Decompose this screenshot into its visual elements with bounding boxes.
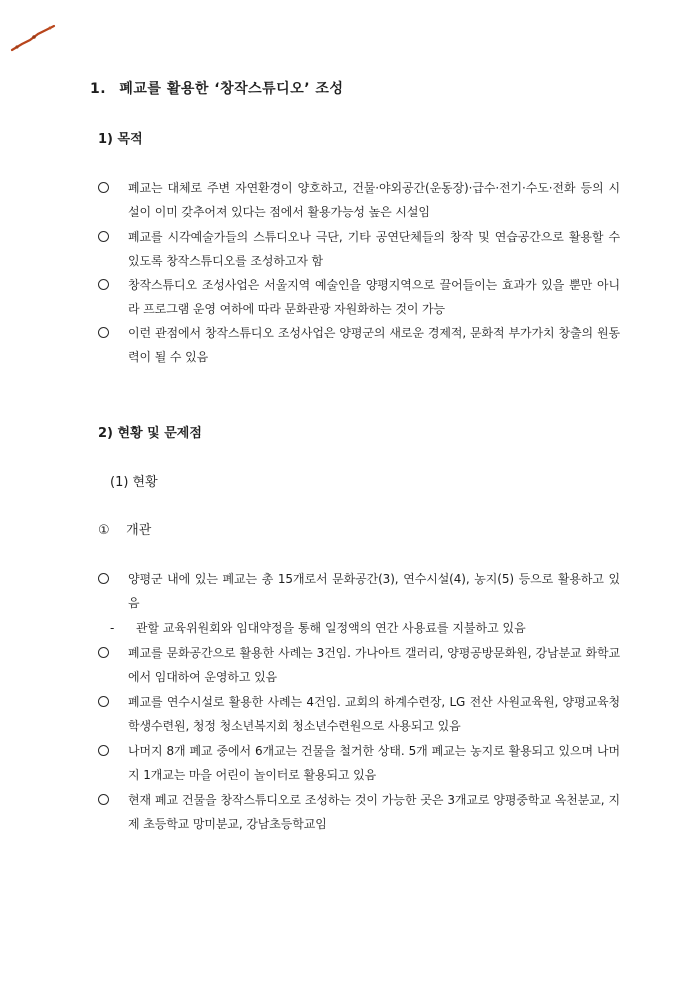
scan-ink-mark bbox=[8, 22, 58, 58]
circle-bullet-icon bbox=[98, 327, 109, 338]
title-text: 폐교를 활용한 ‘창작스튜디오’ 조성 bbox=[119, 81, 344, 97]
circle-bullet-icon bbox=[98, 794, 109, 805]
circle-bullet-icon bbox=[98, 182, 109, 193]
circle-bullet-icon bbox=[98, 231, 109, 242]
circle-bullet-icon bbox=[98, 745, 109, 756]
status-bullet-4: 나머지 8개 폐교 중에서 6개교는 건물을 철거한 상태. 5개 폐교는 농지로 활용되고 있으며 나머지 1개교는 마을 어린이 놀이터로 활용되고 있음 bbox=[98, 739, 620, 787]
dash-note bbox=[110, 616, 620, 640]
circle-bullet-icon bbox=[98, 647, 109, 658]
overview-text: 개관 bbox=[126, 523, 152, 538]
document-title bbox=[90, 78, 343, 98]
purpose-bullet-2: 폐교를 시각예술가들의 스튜디오나 극단, 기타 공연단체들의 창작 및 연습공간으로 활용할 수 있도록 창작스튜디오를 조성하고자 함 bbox=[98, 225, 620, 273]
purpose-heading: 1) 목적 bbox=[98, 132, 143, 147]
status-bullet-1: 양평군 내에 있는 폐교는 총 15개로서 문화공간(3), 연수시설(4), 농지(5) 등으로 활용하고 있음 bbox=[98, 567, 620, 615]
purpose-bullet-3: 창작스튜디오 조성사업은 서울지역 예술인을 양평지역으로 끌어들이는 효과가 있을 뿐만 아니라 프로그램 운영 여하에 따라 문화관광 자원화하는 것이 가능 bbox=[98, 273, 620, 321]
circle-bullet-icon bbox=[98, 279, 109, 290]
circled-number: ① bbox=[98, 523, 110, 538]
status-heading: 2) 현황 및 문제점 bbox=[98, 426, 202, 441]
title-number: 1. bbox=[90, 81, 107, 97]
purpose-bullet-1: 폐교는 대체로 주변 자연환경이 양호하고, 건물·야외공간(운동장)·급수·전기·수도·전화 등의 시설이 이미 갖추어져 있다는 점에서 활용가능성 높은 시설임 bbox=[98, 176, 620, 224]
status-bullet-2: 폐교를 문화공간으로 활용한 사례는 3건임. 가나아트 갤러리, 양평공방문화원, 강남분교 화학교에서 임대하여 운영하고 있음 bbox=[98, 641, 620, 689]
status-subheading: (1) 현황 bbox=[110, 475, 158, 490]
circle-bullet-icon bbox=[98, 573, 109, 584]
circle-bullet-icon bbox=[98, 696, 109, 707]
dash-bullet-icon: - bbox=[110, 621, 115, 635]
status-bullet-5: 현재 폐교 건물을 창작스튜디오로 조성하는 것이 가능한 곳은 3개교로 양평중학교 옥천분교, 지제 초등학교 망미분교, 강남초등학교임 bbox=[98, 788, 620, 836]
dash-note-text: 관할 교육위원회와 임대약정을 통해 일정액의 연간 사용료를 지불하고 있음 bbox=[135, 621, 526, 635]
overview-label bbox=[98, 519, 151, 538]
purpose-bullet-4: 이런 관점에서 창작스튜디오 조성사업은 양평군의 새로운 경제적, 문화적 부가가치 창출의 원동력이 될 수 있음 bbox=[98, 321, 620, 369]
status-bullet-3: 폐교를 연수시설로 활용한 사례는 4건임. 교회의 하계수련장, LG 전산 사원교육원, 양평교육청 학생수련원, 청정 청소년복지회 청소년수련원으로 사용되고 있음 bbox=[98, 690, 620, 738]
